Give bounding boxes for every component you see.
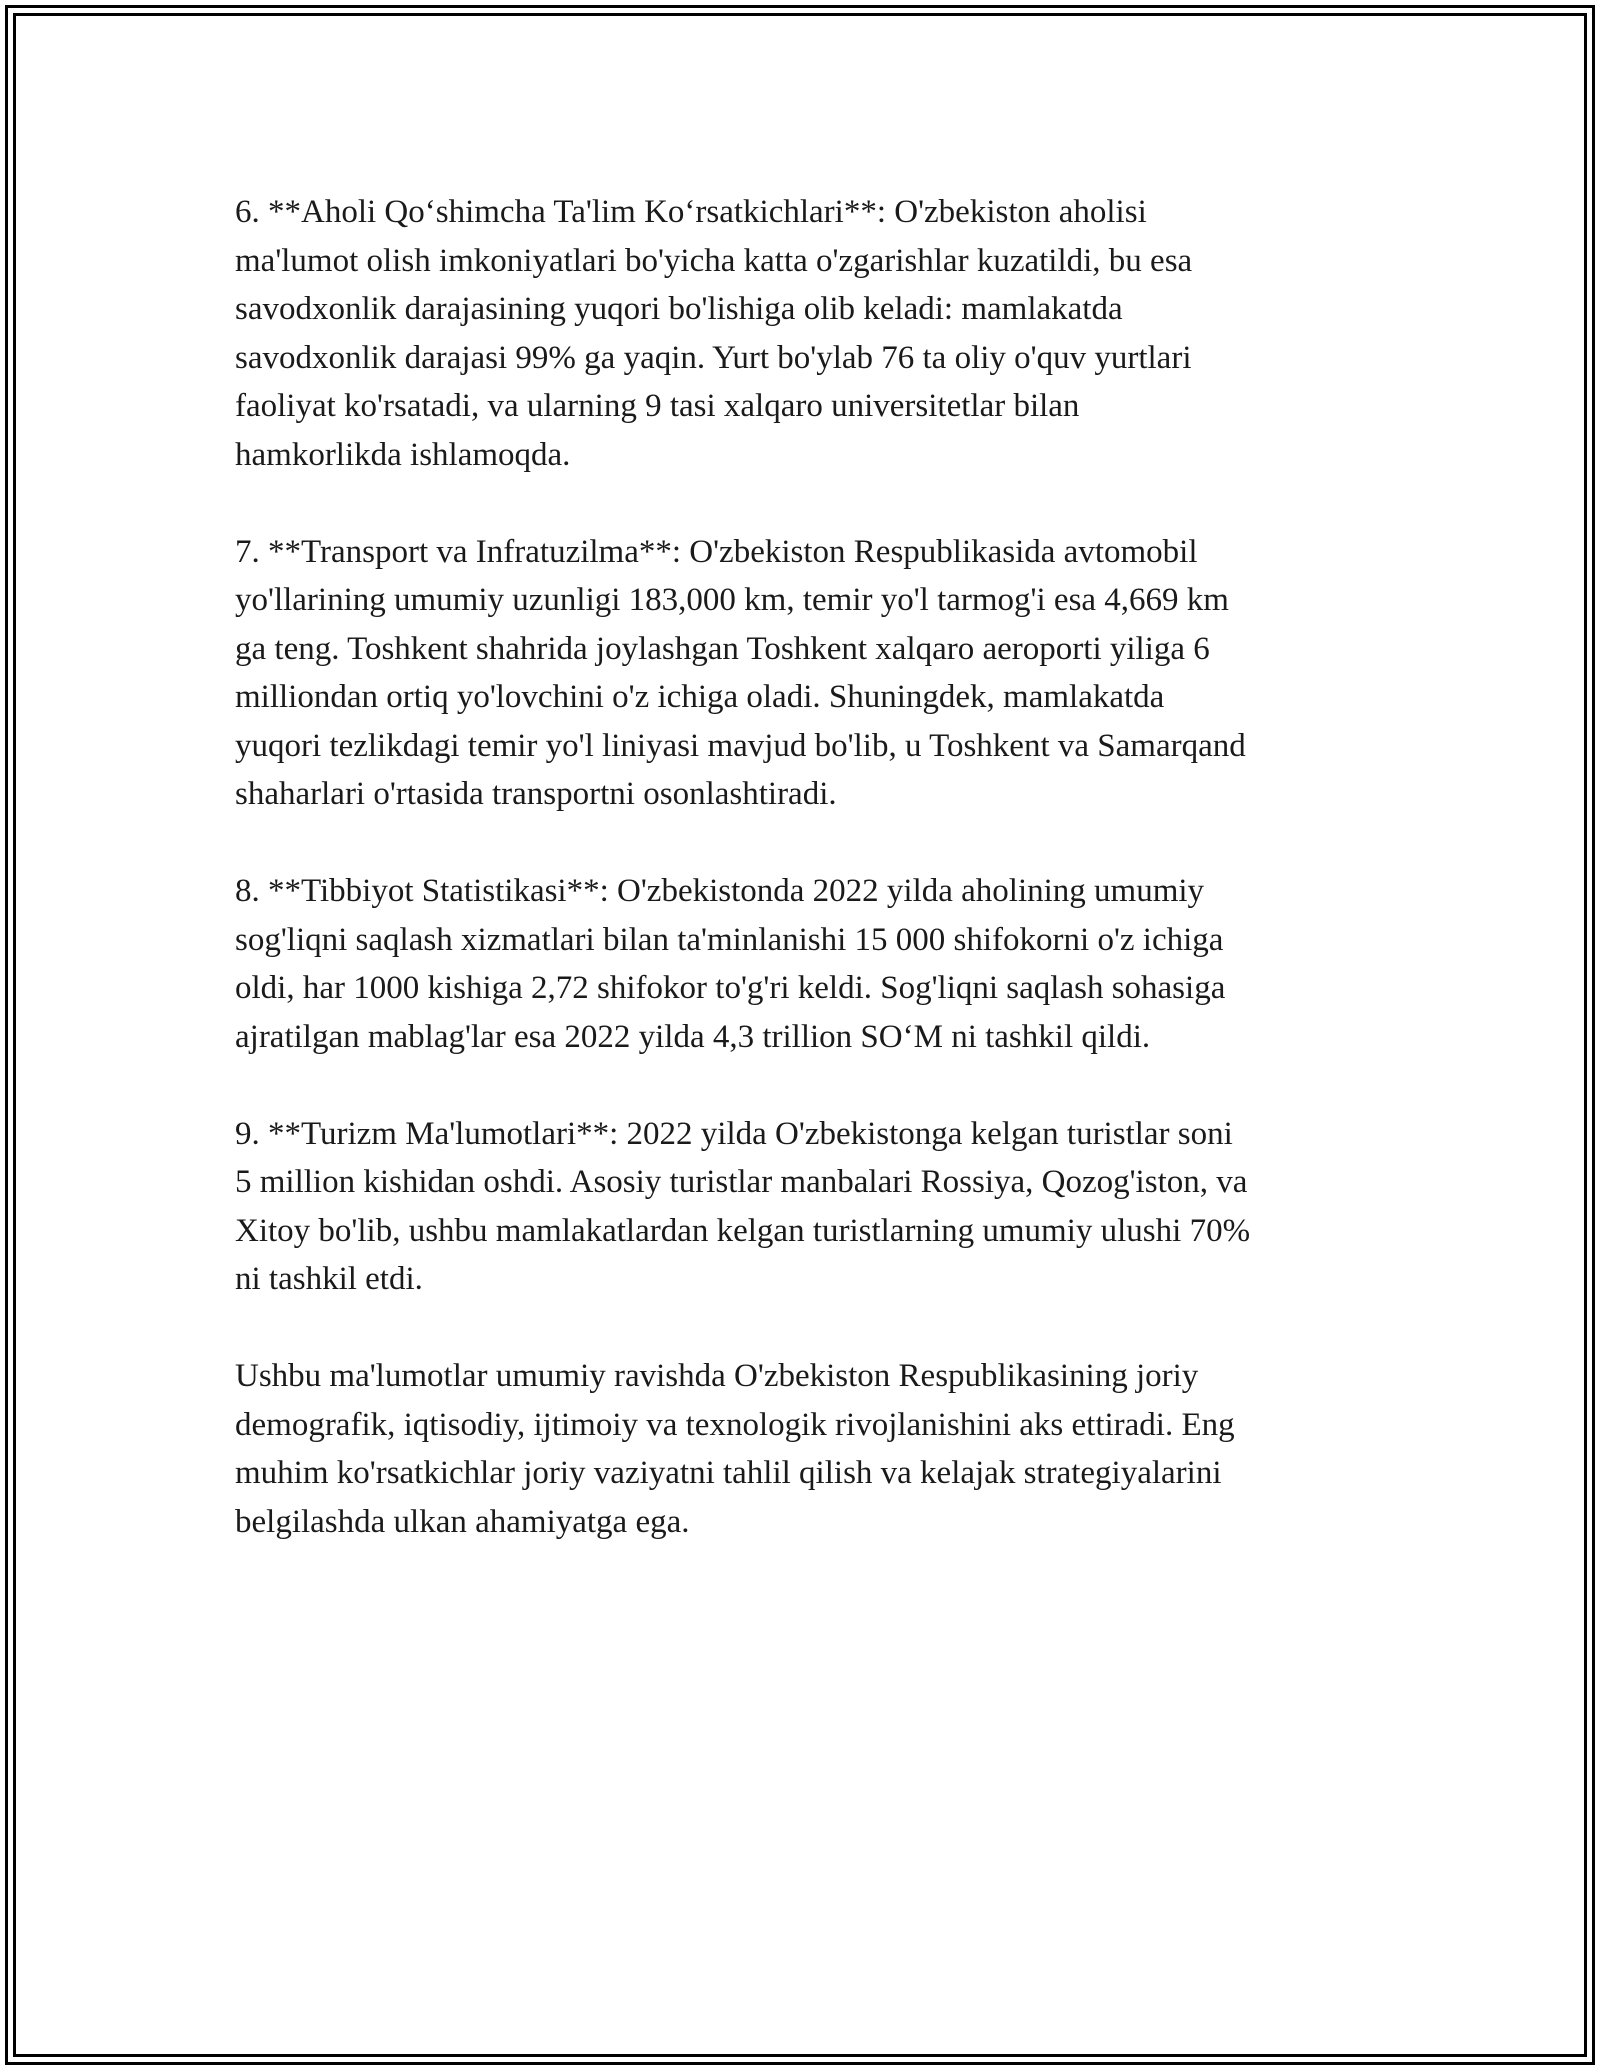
paragraph-transport: 7. **Transport va Infratuzilma**: O'zbekiston Respublikasida avtomobil yo'llarining umumiy uzunligi 183,000 km, temir yo'l tarmog'i esa 4,669 km ga teng. Toshkent shahrida joylashgan Toshkent xalqaro aeroporti yiliga 6 milliondan ortiq yo'lovchini o'z ichiga oladi. Shuningdek, mamlakatda yuqori tezlikdagi temir yo'l liniyasi mavjud bo'lib, u Toshkent va Samarqand shaharlari o'rtasida transportni osonlashtiradi. — [235, 533, 1246, 812]
paragraph-health: 8. **Tibbiyot Statistikasi**: O'zbekistonda 2022 yilda aholining umumiy sog'liqni saqlash xizmatlari bilan ta'minlanishi 15 000 shifokorni o'z ichiga oldi, har 1000 kishiga 2,72 shifokor to'g'ri keldi. Sog'liqni saqlash sohasiga ajratilgan mablag'lar esa 2022 yilda 4,3 trillion SO‘M ni tashkil qildi. — [235, 873, 1226, 1055]
paragraph-tourism: 9. **Turizm Ma'lumotlari**: 2022 yilda O'zbekistonga kelgan turistlar soni 5 million kishidan oshdi. Asosiy turistlar manbalari Rossiya, Qozog'iston, va Xitoy bo'lib, ushbu mamlakatlardan kelgan turistlarning umumiy ulushi 70% ni tashkil etdi. — [235, 1115, 1251, 1297]
document-body — [235, 188, 1370, 1546]
paragraph-education: 6. **Aholi Qo‘shimcha Ta'lim Ko‘rsatkichlari**: O'zbekiston aholisi ma'lumot olish imkoniyatlari bo'yicha katta o'zgarishlar kuzatildi, bu esa savodxonlik darajasining yuqori bo'lishiga olib keladi: mamlakatda savodxonlik darajasi 99% ga yaqin. Yurt bo'ylab 76 ta oliy o'quv yurtlari faoliyat ko'rsatadi, va ularning 9 tasi xalqaro universitetlar bilan hamkorlikda ishlamoqda. — [235, 194, 1193, 473]
paragraph-conclusion: Ushbu ma'lumotlar umumiy ravishda O'zbekiston Respublikasining joriy demografik, iqtisodiy, ijtimoiy va texnologik rivojlanishini aks ettiradi. Eng muhim ko'rsatkichlar joriy vaziyatni tahlil qilish va kelajak strategiyalarini belgilashda ulkan ahamiyatga ega. — [235, 1358, 1235, 1540]
